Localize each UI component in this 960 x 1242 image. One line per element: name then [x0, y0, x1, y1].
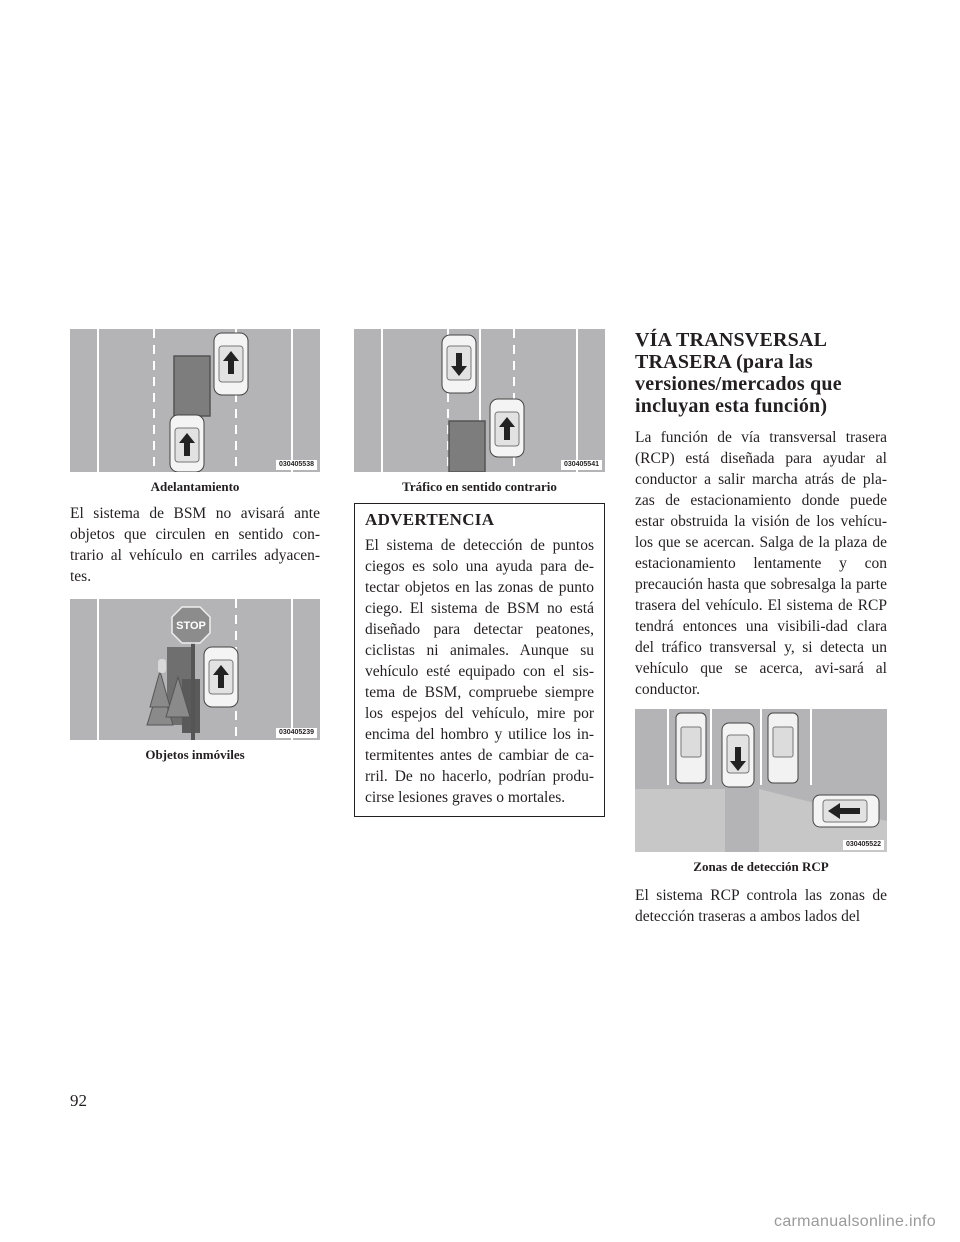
passing-illustration — [70, 329, 320, 472]
column-1 — [70, 329, 320, 763]
figure-caption: Adelantamiento — [150, 479, 240, 494]
figure-oncoming-traffic — [354, 329, 605, 495]
warning-title: ADVERTENCIA — [365, 510, 495, 529]
figure-stationary-objects — [70, 599, 320, 763]
stationary-objects-illustration — [70, 599, 320, 740]
figure-caption: Zonas de detección RCP — [693, 859, 829, 874]
warning-box — [354, 503, 605, 817]
body-paragraph: La función de vía transversal trasera (RCP) está diseñada para ayudar al conductor a salir marcha atrás de pla-zas de estacionamiento donde puede estar obstruida la visión de los vehícu-los que se acercan. Salga de la plaza de estacionamiento lentamente y con precaución hasta que sobresalga la parte trasera del vehículo. El sistema de RCP tendrá entonces una visibili-dad clara del tráfico transversal y, si detecta un vehículo que se acerca, avi-sará al conductor. — [635, 429, 887, 698]
figure-caption: Objetos inmóviles — [145, 747, 245, 762]
body-paragraph: El sistema RCP controla las zonas de detección traseras a ambos lados del — [635, 887, 887, 925]
oncoming-traffic-illustration — [354, 329, 605, 472]
body-paragraph: El sistema de BSM no avisará ante objetos que circulen en sentido con-trario al vehículo en carriles adyacen-tes. — [70, 505, 320, 585]
column-3 — [635, 329, 887, 927]
column-2 — [354, 329, 605, 817]
figure-code: 030405538 — [276, 460, 317, 470]
figure-caption: Tráfico en sentido contrario — [402, 479, 557, 494]
figure-passing — [70, 329, 320, 495]
rcp-zones-illustration — [635, 709, 887, 852]
figure-code: 030405522 — [843, 840, 884, 850]
warning-text: El sistema de detección de puntos ciegos es solo una ayuda para de-tectar objetos en las zonas de punto ciego. El sistema de BSM no está diseñado para detectar peatones, ciclistas ni animales. Aunque su vehículo esté equipado con el sis-tema de BSM, compruebe siempre los espejos del vehículo, mire por encima del hombro y utilice los in-termitentes antes de cambiar de ca-rril. De no hacerlo, podrían produ-cirse lesiones graves o mortales. — [365, 537, 594, 806]
figure-code: 030405239 — [276, 728, 317, 738]
page-number: 92 — [70, 1091, 87, 1110]
watermark: carmanualsonline.info — [774, 1213, 936, 1230]
figure-code: 030405541 — [561, 460, 602, 470]
section-heading: VÍA TRANSVERSAL TRASERA (para las versiones/mercados que incluyan esta función) — [635, 329, 842, 417]
stop-sign-text: STOP — [176, 620, 206, 632]
figure-rcp-zones — [635, 709, 887, 875]
